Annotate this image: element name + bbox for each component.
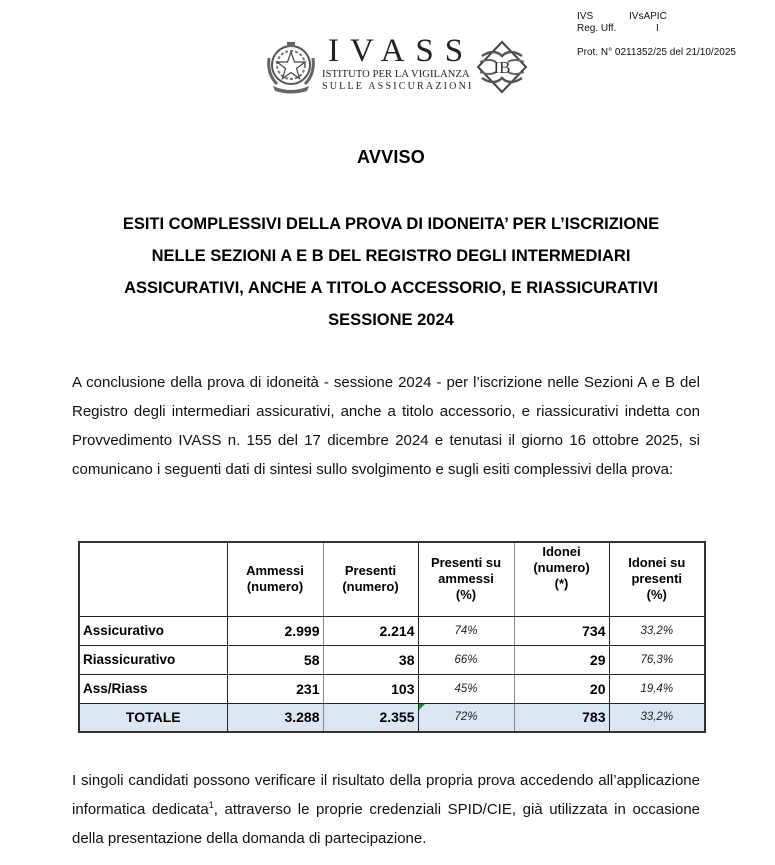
cell-ammessi: 2.999	[227, 616, 323, 645]
total-label: TOTALE	[79, 703, 227, 732]
cell-idonei: 29	[514, 645, 609, 674]
cell-idonei: 734	[514, 616, 609, 645]
cell-presenti: 103	[323, 674, 418, 703]
header-presenti: Presenti (numero)	[323, 542, 418, 616]
office-code: IVS	[577, 11, 594, 22]
subtitle-line: ASSICURATIVI, ANCHE A TITOLO ACCESSORIO, E RIASSICURATIVI	[124, 279, 658, 297]
subtitle-line: SESSIONE 2024	[328, 311, 454, 329]
italian-republic-emblem-icon	[263, 38, 319, 96]
protocol-number: Prot. N° 0211352/25 del 21/10/2025	[577, 47, 736, 58]
svg-text:IB: IB	[493, 58, 511, 77]
cell-idonei-su-presenti: 33,2%	[609, 616, 705, 645]
header-idonei-su-presenti: Idonei su presenti (%)	[609, 542, 705, 616]
total-presenti-su-ammessi: 72%	[418, 703, 514, 732]
cell-idonei: 20	[514, 674, 609, 703]
cell-presenti: 38	[323, 645, 418, 674]
cell-ammessi: 231	[227, 674, 323, 703]
ivass-wordmark: IVASS	[328, 33, 475, 69]
row-label: Assicurativo	[79, 616, 227, 645]
subtitle-line: NELLE SEZIONI A E B DEL REGISTRO DEGLI INTERMEDIARI	[151, 247, 631, 265]
closing-paragraph	[72, 766, 700, 853]
page-title: AVVISO	[357, 147, 425, 167]
ivass-tagline-1: ISTITUTO PER LA VIGILANZA	[322, 69, 470, 80]
header-empty	[79, 542, 227, 616]
table-header-row	[79, 542, 705, 616]
table-row	[79, 616, 705, 645]
register-value: I	[656, 23, 659, 34]
table-row	[79, 674, 705, 703]
table-total-row	[79, 703, 705, 732]
table-row	[79, 645, 705, 674]
header-idonei: Idonei (numero) (*)	[514, 542, 609, 616]
cell-presenti-su-ammessi: 45%	[418, 674, 514, 703]
cell-ammessi: 58	[227, 645, 323, 674]
cell-idonei-su-presenti: 76,3%	[609, 645, 705, 674]
office-unit: IVsAPIC	[629, 11, 667, 22]
cell-presenti-su-ammessi: 74%	[418, 616, 514, 645]
banca-d-italia-monogram-icon	[474, 38, 530, 96]
header-presenti-su-ammessi: Presenti su ammessi (%)	[418, 542, 514, 616]
subtitle-line: ESITI COMPLESSIVI DELLA PROVA DI IDONEITA’ PER L’ISCRIZIONE	[122, 215, 660, 233]
footnote-reference[interactable]: 1	[208, 800, 214, 810]
intro-paragraph: A conclusione della prova di idoneità - sessione 2024 - per l’iscrizione nelle Sezioni A e B del Registro degli intermediari assicurativi, anche a titolo accessorio, e riassicurativi indetta con Provvedimento IVASS n. 155 del 17 dicembre 2024 e tenutasi il giorno 16 ottobre 2025, si comunicano i seguenti dati di sintesi sullo svolgimento e sugli esiti complessivi della prova:	[72, 374, 700, 478]
total-presenti: 2.355	[323, 703, 418, 732]
row-label: Ass/Riass	[79, 674, 227, 703]
cell-presenti: 2.214	[323, 616, 418, 645]
row-label: Riassicurativo	[79, 645, 227, 674]
total-idonei: 783	[514, 703, 609, 732]
ivass-logo	[322, 33, 475, 93]
results-table	[78, 541, 706, 733]
closing-text: I singoli candidati possono verificare il risultato della propria prova accedendo all’applicazione informatica dedicata	[72, 772, 700, 818]
header-ammessi: Ammessi (numero)	[227, 542, 323, 616]
cell-idonei-su-presenti: 19,4%	[609, 674, 705, 703]
total-ammessi: 3.288	[227, 703, 323, 732]
register-label: Reg. Uff.	[577, 23, 617, 34]
document-subtitle	[60, 208, 722, 336]
total-idonei-su-presenti: 33,2%	[609, 703, 705, 732]
closing-text-continued: , attraverso le proprie credenziali SPID/CIE, già utilizzata in occasione della presentazione della domanda di partecipazione.	[72, 801, 700, 847]
ivass-tagline-2: SULLE ASSICURAZIONI	[322, 81, 474, 92]
cell-presenti-su-ammessi: 66%	[418, 645, 514, 674]
